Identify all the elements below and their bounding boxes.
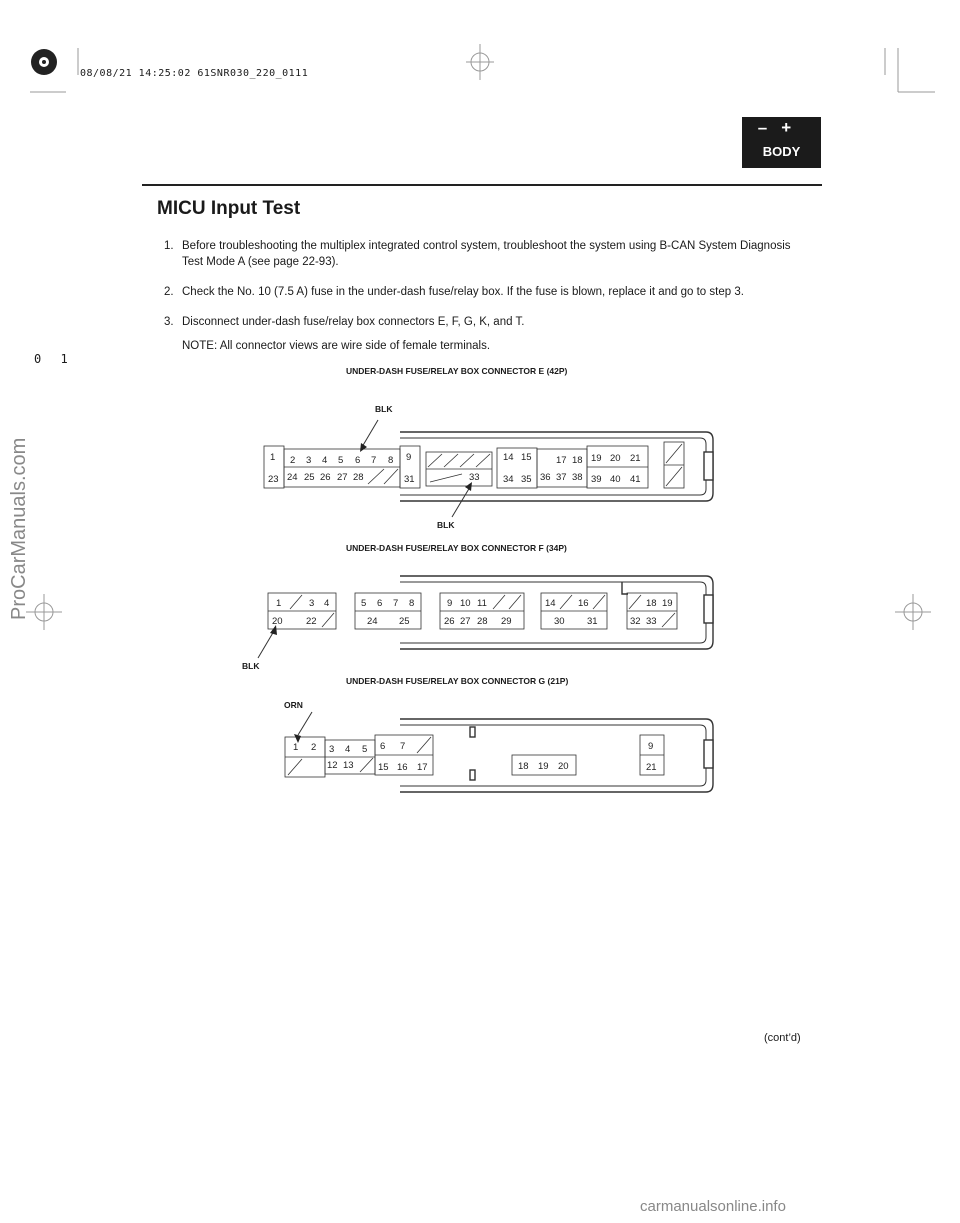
pin-label: 20 (272, 616, 283, 627)
pin-label: 9 (406, 452, 412, 463)
print-stamp: 08/08/21 14:25:02 61SNR030_220_0111 (80, 68, 309, 79)
pin-label: 6 (377, 598, 383, 609)
pin-label: 1 (293, 742, 299, 753)
page-title: MICU Input Test (157, 198, 301, 219)
pin-label: 4 (322, 455, 328, 466)
side-watermark: ProCarManuals.com (8, 437, 30, 620)
pin-label: 5 (362, 744, 368, 755)
pin-label: 2 (311, 742, 317, 753)
pin-label: 1 (270, 452, 276, 463)
bottom-watermark: carmanualsonline.info (640, 1198, 786, 1215)
pin-label: 6 (380, 741, 386, 752)
pin-label: 8 (388, 455, 394, 466)
pin-label: 35 (521, 474, 532, 485)
pin-label: 2 (290, 455, 296, 466)
pin-label: 16 (578, 598, 589, 609)
step-number: 1. (164, 240, 174, 252)
battery-icon: –+ (757, 118, 806, 137)
connector-e-wire-bottom: BLK (437, 520, 455, 530)
pin-label: 37 (556, 472, 567, 483)
step-text: Before troubleshooting the multiplex integrated control system, troubleshoot the system using B-CAN System Diagnosis Test Mode A (see page 22-93). (182, 240, 791, 268)
pin-label: 31 (587, 616, 598, 627)
pin-label: 21 (630, 453, 641, 464)
step-number: 3. (164, 316, 174, 328)
pin-label: 24 (367, 616, 378, 627)
pin-label: 19 (591, 453, 602, 464)
pin-label: 6 (355, 455, 361, 466)
pin-label: 22 (306, 616, 317, 627)
pin-label: 14 (545, 598, 556, 609)
pin-label: 3 (306, 455, 312, 466)
connector-g-wire: ORN (284, 700, 303, 710)
pin-label: 24 (287, 472, 298, 483)
connector-f-caption: UNDER-DASH FUSE/RELAY BOX CONNECTOR F (34P) (346, 543, 567, 553)
pin-label: 25 (304, 472, 315, 483)
pin-label: 38 (572, 472, 583, 483)
pin-label: 17 (417, 762, 428, 773)
connector-e-wire-top: BLK (375, 404, 393, 414)
continued-label: (cont’d) (764, 1032, 801, 1044)
pin-label: 21 (646, 762, 657, 773)
pin-label: 9 (447, 598, 453, 609)
pin-label: 16 (397, 762, 408, 773)
step-text: Check the No. 10 (7.5 A) fuse in the under-dash fuse/relay box. If the fuse is blown, replace it and go to step 3. (182, 286, 744, 298)
pin-label: 10 (460, 598, 471, 609)
pin-label: 17 (556, 455, 567, 466)
pin-label: 7 (393, 598, 399, 609)
pin-label: 20 (558, 761, 569, 772)
pin-label: 23 (268, 474, 279, 485)
pin-label: 14 (503, 452, 514, 463)
pin-label: 26 (320, 472, 331, 483)
pin-label: 11 (477, 598, 487, 609)
pin-label: 29 (501, 616, 512, 627)
pin-label: 12 (327, 760, 338, 771)
pin-label: 7 (371, 455, 377, 466)
pin-label: 18 (572, 455, 583, 466)
connector-e-caption: UNDER-DASH FUSE/RELAY BOX CONNECTOR E (42P) (346, 366, 568, 376)
pin-label: 3 (309, 598, 315, 609)
pin-label: 9 (648, 741, 654, 752)
step-number: 2. (164, 286, 174, 298)
pin-label: 33 (646, 616, 657, 627)
page-marker: 0 1 (34, 352, 74, 366)
pin-label: 5 (361, 598, 367, 609)
pin-label: 34 (503, 474, 514, 485)
badge-label: BODY (762, 144, 801, 159)
pin-label: 33 (469, 472, 480, 483)
step-text: Disconnect under-dash fuse/relay box connectors E, F, G, K, and T. (182, 316, 525, 328)
connector-f-wire: BLK (242, 661, 260, 671)
pin-label: 18 (646, 598, 657, 609)
pin-label: 39 (591, 474, 602, 485)
pin-label: 1 (276, 598, 282, 609)
pin-label: 28 (477, 616, 488, 627)
pin-label: 41 (630, 474, 641, 485)
connector-note: NOTE: All connector views are wire side of female terminals. (182, 340, 491, 352)
pin-label: 15 (521, 452, 532, 463)
pin-label: 31 (404, 474, 415, 485)
pin-label: 19 (662, 598, 673, 609)
pin-label: 30 (554, 616, 565, 627)
pin-label: 8 (409, 598, 415, 609)
pin-label: 32 (630, 616, 641, 627)
pin-label: 36 (540, 472, 551, 483)
pin-label: 27 (460, 616, 471, 627)
pin-label: 3 (329, 744, 335, 755)
pin-label: 7 (400, 741, 406, 752)
pin-label: 28 (353, 472, 364, 483)
pin-label: 19 (538, 761, 549, 772)
pin-label: 26 (444, 616, 455, 627)
pin-label: 18 (518, 761, 529, 772)
pin-label: 15 (378, 762, 389, 773)
pin-label: 27 (337, 472, 348, 483)
pin-label: 25 (399, 616, 410, 627)
connector-g-caption: UNDER-DASH FUSE/RELAY BOX CONNECTOR G (21P) (346, 676, 569, 686)
pin-label: 4 (345, 744, 351, 755)
pin-label: 13 (343, 760, 354, 771)
pin-label: 40 (610, 474, 621, 485)
pin-label: 4 (324, 598, 330, 609)
pin-label: 20 (610, 453, 621, 464)
pin-label: 5 (338, 455, 344, 466)
